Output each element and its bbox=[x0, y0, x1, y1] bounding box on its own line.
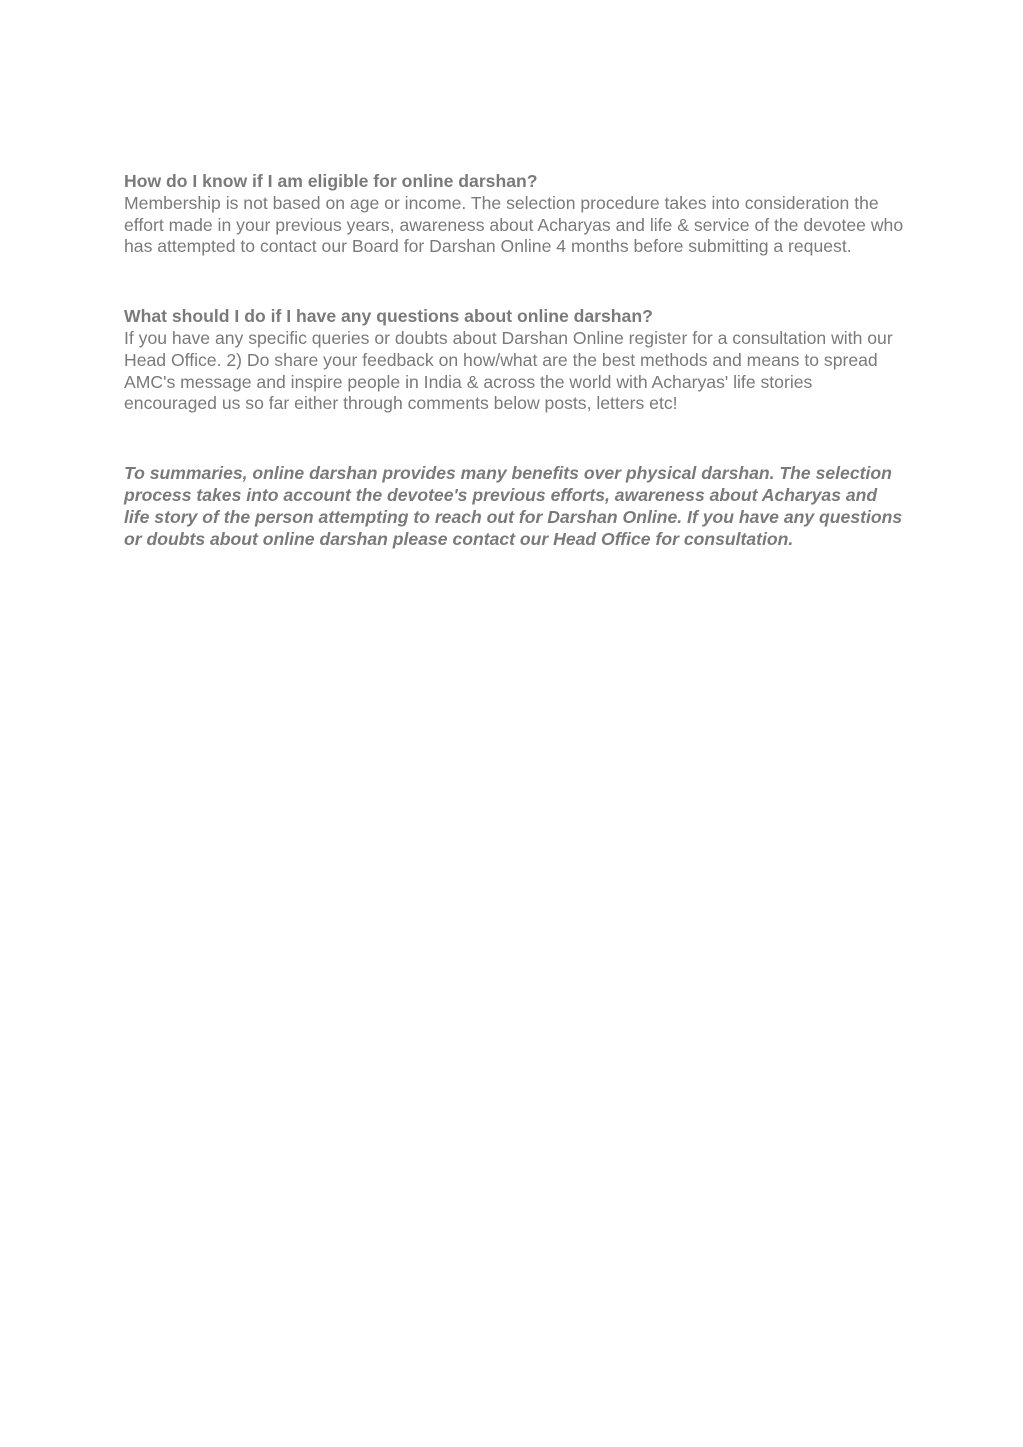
faq-question: What should I do if I have any questions about online darshan? bbox=[124, 306, 653, 327]
document-page bbox=[124, 171, 904, 550]
summary-section bbox=[124, 463, 904, 550]
faq-eligibility bbox=[124, 171, 904, 258]
faq-questions bbox=[124, 306, 904, 415]
summary-paragraph: To summaries, online darshan provides many benefits over physical darshan. The selection process takes into account the devotee's previous efforts, awareness about Acharyas and life story of the person attempting to reach out for Darshan Online. If you have any questions or doubts about online darshan please contact our Head Office for consultation. bbox=[124, 463, 903, 549]
faq-answer: Membership is not based on age or income. The selection procedure takes into consideration the effort made in your previous years, awareness about Acharyas and life & service of the devotee who has attempted to contact our Board for Darshan Online 4 months before submitting a request. bbox=[124, 192, 904, 257]
faq-question: How do I know if I am eligible for online darshan? bbox=[124, 171, 538, 191]
faq-answer: If you have any specific queries or doubts about Darshan Online register for a consultation with our Head Office. 2) Do share your feedback on how/what are the best methods and means to spread AMC's message and inspire people in India & across the world with Acharyas' life stories encouraged us so far either through comments below posts, letters etc! bbox=[124, 327, 893, 414]
